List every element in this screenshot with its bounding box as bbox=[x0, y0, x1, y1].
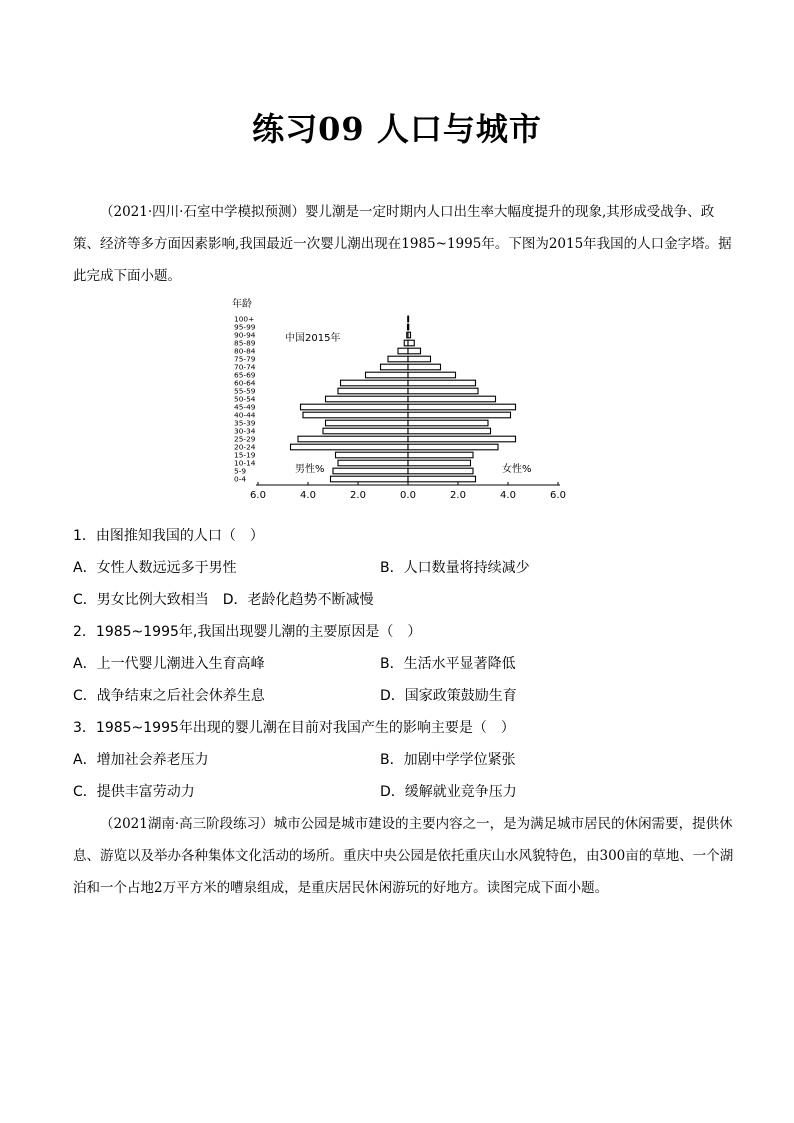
male-bar-85-89 bbox=[404, 340, 408, 346]
female-bar-100+ bbox=[408, 316, 409, 322]
female-label: 女性% bbox=[502, 464, 532, 475]
question-2: 2．1985~1995年,我国出现婴儿潮的主要原因是（ ） bbox=[73, 624, 422, 640]
x-tick-label: 4.0 bbox=[500, 490, 516, 501]
q3-option-b: B．加剧中学学位紧张 bbox=[380, 752, 516, 768]
x-tick-label: 2.0 bbox=[350, 490, 366, 501]
intro-paragraph-1 bbox=[73, 196, 737, 292]
male-bar-15-19 bbox=[336, 452, 409, 458]
age-label-10-14: 10-14 bbox=[234, 458, 256, 468]
age-label-80-84: 80-84 bbox=[234, 346, 256, 356]
female-bar-40-44 bbox=[408, 412, 511, 418]
age-label-25-29: 25-29 bbox=[234, 434, 256, 444]
female-bar-90-94 bbox=[408, 332, 411, 338]
age-label-90-94: 90-94 bbox=[234, 330, 256, 340]
age-label-50-54: 50-54 bbox=[234, 394, 256, 404]
age-label-20-24: 20-24 bbox=[234, 442, 256, 452]
female-bar-35-39 bbox=[408, 420, 488, 426]
female-bar-75-79 bbox=[408, 356, 431, 362]
q3-option-a: A．增加社会养老压力 bbox=[73, 752, 209, 768]
male-bar-20-24 bbox=[291, 444, 409, 450]
female-bar-70-74 bbox=[408, 364, 441, 370]
q2-option-b: B．生活水平显著降低 bbox=[380, 656, 516, 672]
male-bar-10-14 bbox=[338, 460, 408, 466]
population-pyramid-chart bbox=[228, 296, 568, 508]
intro-paragraph-2 bbox=[73, 808, 737, 904]
male-bar-35-39 bbox=[326, 420, 409, 426]
q1-option-a: A．女性人数远远多于男性 bbox=[73, 560, 237, 576]
male-bar-80-84 bbox=[398, 348, 408, 354]
female-bar-55-59 bbox=[408, 388, 478, 394]
male-bar-45-49 bbox=[301, 404, 409, 410]
page-title: 练习09 人口与城市 bbox=[252, 110, 542, 148]
male-bar-5-9 bbox=[333, 468, 408, 474]
age-label-70-74: 70-74 bbox=[234, 362, 256, 372]
x-tick-label: 6.0 bbox=[550, 490, 566, 501]
female-bar-10-14 bbox=[408, 460, 471, 466]
age-label-40-44: 40-44 bbox=[234, 410, 256, 420]
q2-option-c: C．战争结束之后社会休养生息 bbox=[73, 688, 265, 704]
age-label-65-69: 65-69 bbox=[234, 370, 256, 380]
female-bar-45-49 bbox=[408, 404, 516, 410]
female-bar-80-84 bbox=[408, 348, 421, 354]
x-tick-label: 2.0 bbox=[450, 490, 466, 501]
age-label-55-59: 55-59 bbox=[234, 386, 256, 396]
male-bar-50-54 bbox=[326, 396, 409, 402]
male-bar-40-44 bbox=[303, 412, 408, 418]
male-bar-25-29 bbox=[298, 436, 408, 442]
male-bar-30-34 bbox=[323, 428, 408, 434]
female-bar-85-89 bbox=[408, 340, 414, 346]
male-bar-65-69 bbox=[366, 372, 409, 378]
q1-option-cd: C．男女比例大致相当 D．老龄化趋势不断减慢 bbox=[73, 592, 374, 608]
x-tick-label: 0.0 bbox=[400, 490, 416, 501]
age-label-15-19: 15-19 bbox=[234, 450, 256, 460]
age-label-95-99: 95-99 bbox=[234, 322, 256, 332]
intro-text-1: （2021·四川·石室中学模拟预测）婴儿潮是一定时期内人口出生率大幅度提升的现象,其形成受战争、政策、经济等多方面因素影响,我国最近一次婴儿潮出现在1985~1995年。下图为2015年我国的人口金字塔。据此完成下面小题。 bbox=[73, 204, 732, 284]
q3-option-d: D．缓解就业竞争压力 bbox=[380, 784, 517, 800]
q1-option-b: B．人口数量将持续减少 bbox=[380, 560, 530, 576]
x-tick-label: 6.0 bbox=[250, 490, 266, 501]
female-bar-95-99 bbox=[408, 324, 409, 330]
age-label-5-9: 5-9 bbox=[234, 466, 247, 476]
female-bar-0-4 bbox=[408, 476, 476, 482]
female-bar-25-29 bbox=[408, 436, 516, 442]
female-bar-15-19 bbox=[408, 452, 473, 458]
question-1: 1．由图推知我国的人口（ ） bbox=[73, 528, 264, 544]
female-bar-60-64 bbox=[408, 380, 476, 386]
intro-text-2: （2021湖南·高三阶段练习）城市公园是城市建设的主要内容之一，是为满足城市居民的休闲需要，提供休息、游览以及举办各种集体文化活动的场所。重庆中央公园是依托重庆山水风貌特色，由300亩的草地、一个湖泊和一个占地2万平方米的嘈泉组成，是重庆居民休闲游玩的好地方。读图完成下面小题。 bbox=[73, 816, 734, 896]
male-bar-55-59 bbox=[338, 388, 408, 394]
female-bar-50-54 bbox=[408, 396, 496, 402]
age-label-75-79: 75-79 bbox=[234, 354, 256, 364]
age-label-35-39: 35-39 bbox=[234, 418, 256, 428]
female-bar-30-34 bbox=[408, 428, 491, 434]
age-label-30-34: 30-34 bbox=[234, 426, 256, 436]
male-label: 男性% bbox=[295, 464, 325, 475]
question-3: 3．1985~1995年出现的婴儿潮在目前对我国产生的影响主要是（ ） bbox=[73, 720, 515, 736]
female-bar-20-24 bbox=[408, 444, 498, 450]
female-bar-5-9 bbox=[408, 468, 473, 474]
age-label-100+: 100+ bbox=[234, 314, 255, 324]
age-label-45-49: 45-49 bbox=[234, 402, 256, 412]
male-bar-60-64 bbox=[341, 380, 409, 386]
q2-option-a: A．上一代婴儿潮进入生育高峰 bbox=[73, 656, 265, 672]
age-label-60-64: 60-64 bbox=[234, 378, 256, 388]
male-bar-75-79 bbox=[388, 356, 408, 362]
male-bar-0-4 bbox=[331, 476, 409, 482]
age-tick-labels bbox=[234, 315, 256, 484]
q2-option-d: D．国家政策鼓励生育 bbox=[380, 688, 517, 704]
q3-option-c: C．提供丰富劳动力 bbox=[73, 784, 195, 800]
male-bar-70-74 bbox=[381, 364, 409, 370]
y-axis-label: 年龄 bbox=[232, 299, 252, 310]
x-tick-label: 4.0 bbox=[300, 490, 316, 501]
female-bar-65-69 bbox=[408, 372, 456, 378]
age-label-0-4: 0-4 bbox=[234, 474, 247, 484]
age-label-85-89: 85-89 bbox=[234, 338, 256, 348]
chart-title: 中国2015年 bbox=[285, 333, 341, 344]
